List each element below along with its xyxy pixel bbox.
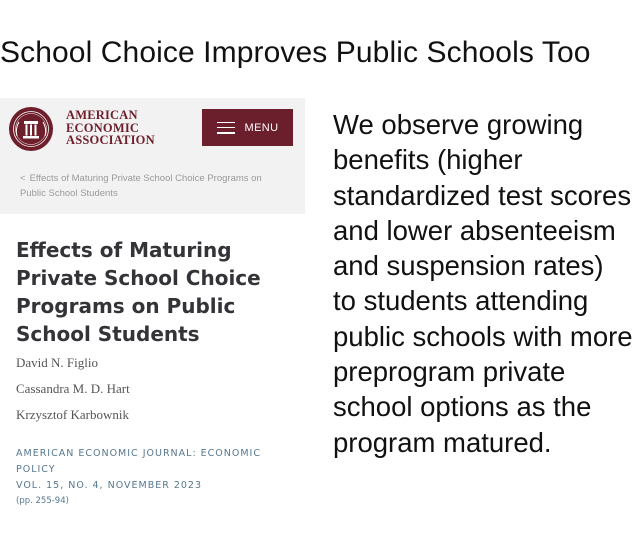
- author-link[interactable]: Cassandra M. D. Hart: [16, 381, 130, 396]
- menu-label: MENU: [244, 121, 279, 134]
- hamburger-menu-icon: [217, 122, 235, 134]
- breadcrumb[interactable]: [20, 171, 290, 201]
- author-list: [16, 355, 130, 433]
- journal-volume[interactable]: VOL. 15, NO. 4, NOVEMBER 2023: [16, 480, 203, 491]
- aea-name-line-2: ECONOMIC: [66, 120, 140, 135]
- journal-citation: [16, 446, 301, 508]
- aea-article-screenshot: [0, 98, 305, 538]
- breadcrumb-link[interactable]: Effects of Maturing Private School Choice Programs on Public School Students: [20, 173, 262, 199]
- summary-text: We observe growing benefits (higher standardized test scores and lower absenteeism and suspension rates) to students attending public schools with more preprogram private school options as the program matured.: [333, 109, 633, 458]
- aea-name-line-1: AMERICAN: [66, 108, 138, 122]
- author-link[interactable]: David N. Figlio: [16, 355, 98, 370]
- page-title: School Choice Improves Public Schools Too: [0, 36, 591, 69]
- chevron-left-icon: <: [20, 173, 26, 184]
- aea-seal-icon[interactable]: [8, 106, 54, 152]
- aea-header: [0, 98, 305, 214]
- aea-name-line-3: ASSOCIATION: [66, 133, 155, 147]
- menu-button[interactable]: [202, 109, 293, 146]
- author-link[interactable]: Krzysztof Karbownik: [16, 407, 129, 422]
- journal-pages: (pp. 255-94): [16, 496, 69, 506]
- journal-name[interactable]: AMERICAN ECONOMIC JOURNAL: ECONOMIC POLICY: [16, 448, 261, 475]
- aea-wordmark[interactable]: [66, 109, 155, 147]
- article-title: Effects of Maturing Private School Choice Programs on Public School Students: [16, 238, 261, 346]
